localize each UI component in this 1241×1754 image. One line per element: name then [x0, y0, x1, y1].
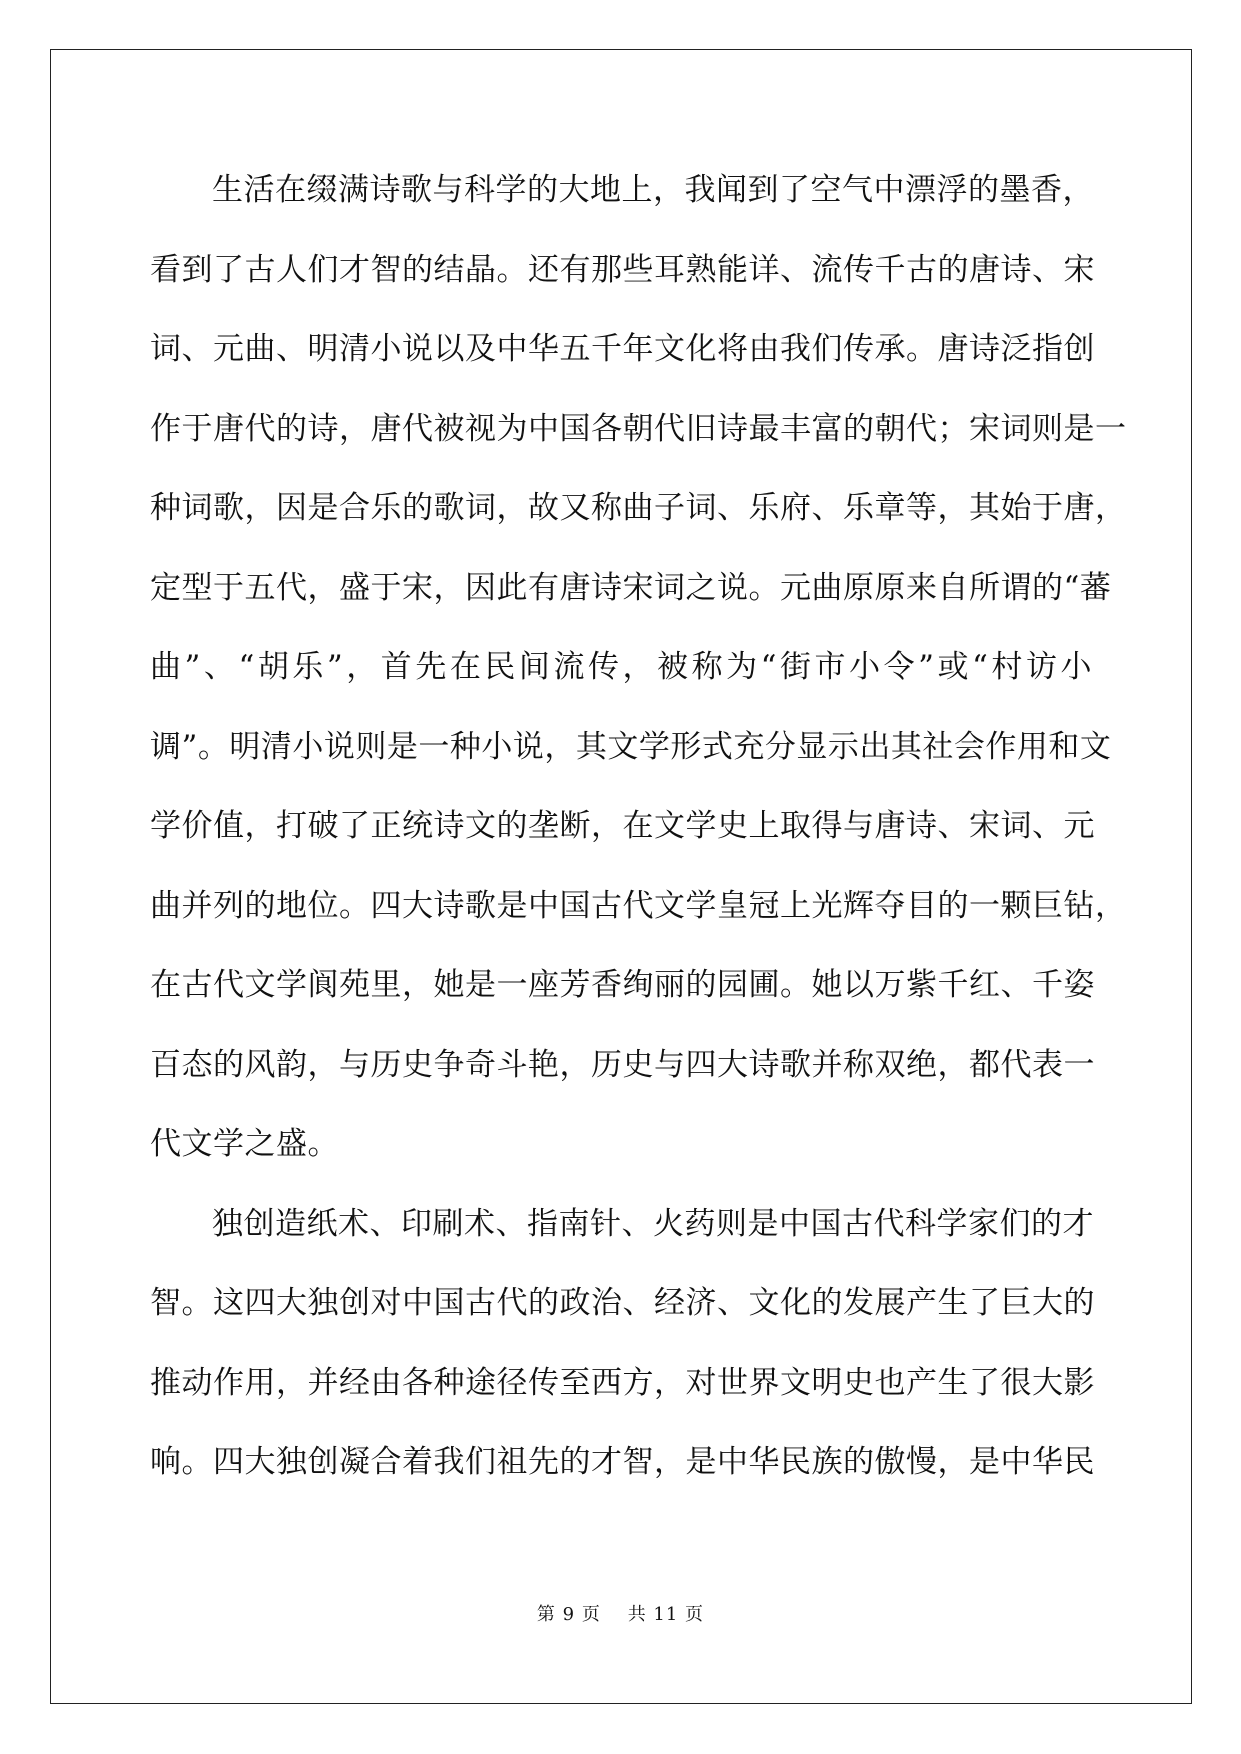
- paragraph-1-line-8: 调”。明清小说则是一种小说，其文学形式充分显示出其社会作用和文: [150, 728, 1112, 765]
- paragraph-1-line-6: 定型于五代，盛于宋，因此有唐诗宋词之说。元曲原原来自所谓的“蕃: [150, 569, 1112, 606]
- paragraph-1-line-9: 学价值，打破了正统诗文的垄断，在文学史上取得与唐诗、宋词、元: [150, 808, 1095, 844]
- paragraph-2-line-3: 推动作用，并经由各种途径传至西方，对世界文明史也产生了很大影: [150, 1364, 1095, 1401]
- paragraph-1-line-11: 在古代文学阆苑里，她是一座芳香绚丽的园圃。她以万紫千红、千姿: [150, 967, 1095, 1003]
- paragraph-1-line-7: 曲”、“胡乐”，首先在民间流传，被称为“街市小令”或“村访小: [150, 649, 1092, 685]
- paragraph-1-line-4: 作于唐代的诗，唐代被视为中国各朝代旧诗最丰富的朝代；宋词则是一: [150, 410, 1127, 447]
- paragraph-1-line-13: 代文学之盛。: [150, 1126, 339, 1162]
- paragraph-2-line-2: 智。这四大独创对中国古代的政治、经济、文化的发展产生了巨大的: [150, 1285, 1095, 1321]
- paragraph-1-line-12: 百态的风韵，与历史争奇斗艳，历史与四大诗歌并称双绝，都代表一: [150, 1046, 1095, 1083]
- paragraph-2-line-4: 响。四大独创凝合着我们祖先的才智，是中华民族的傲慢，是中华民: [150, 1444, 1095, 1480]
- paragraph-2-line-1: 独创造纸术、印刷术、指南针、火药则是中国古代科学家们的才: [212, 1205, 1094, 1242]
- paragraph-1-line-10: 曲并列的地位。四大诗歌是中国古代文学皇冠上光辉夺目的一颗巨钻，: [150, 887, 1127, 924]
- paragraph-1-line-3: 词、元曲、明清小说以及中华五千年文化将由我们传承。唐诗泛指创: [150, 331, 1095, 367]
- paragraph-1-line-5: 种词歌，因是合乐的歌词，故又称曲子词、乐府、乐章等，其始于唐，: [150, 490, 1127, 526]
- page-number-footer: 第 9 页 共 11 页: [536, 1604, 705, 1625]
- paragraph-1-line-1: 生活在缀满诗歌与科学的大地上，我闻到了空气中漂浮的墨香，: [212, 172, 1094, 208]
- paragraph-1-line-2: 看到了古人们才智的结晶。还有那些耳熟能详、流传千古的唐诗、宋: [150, 251, 1095, 288]
- document-body: [150, 165, 1127, 1517]
